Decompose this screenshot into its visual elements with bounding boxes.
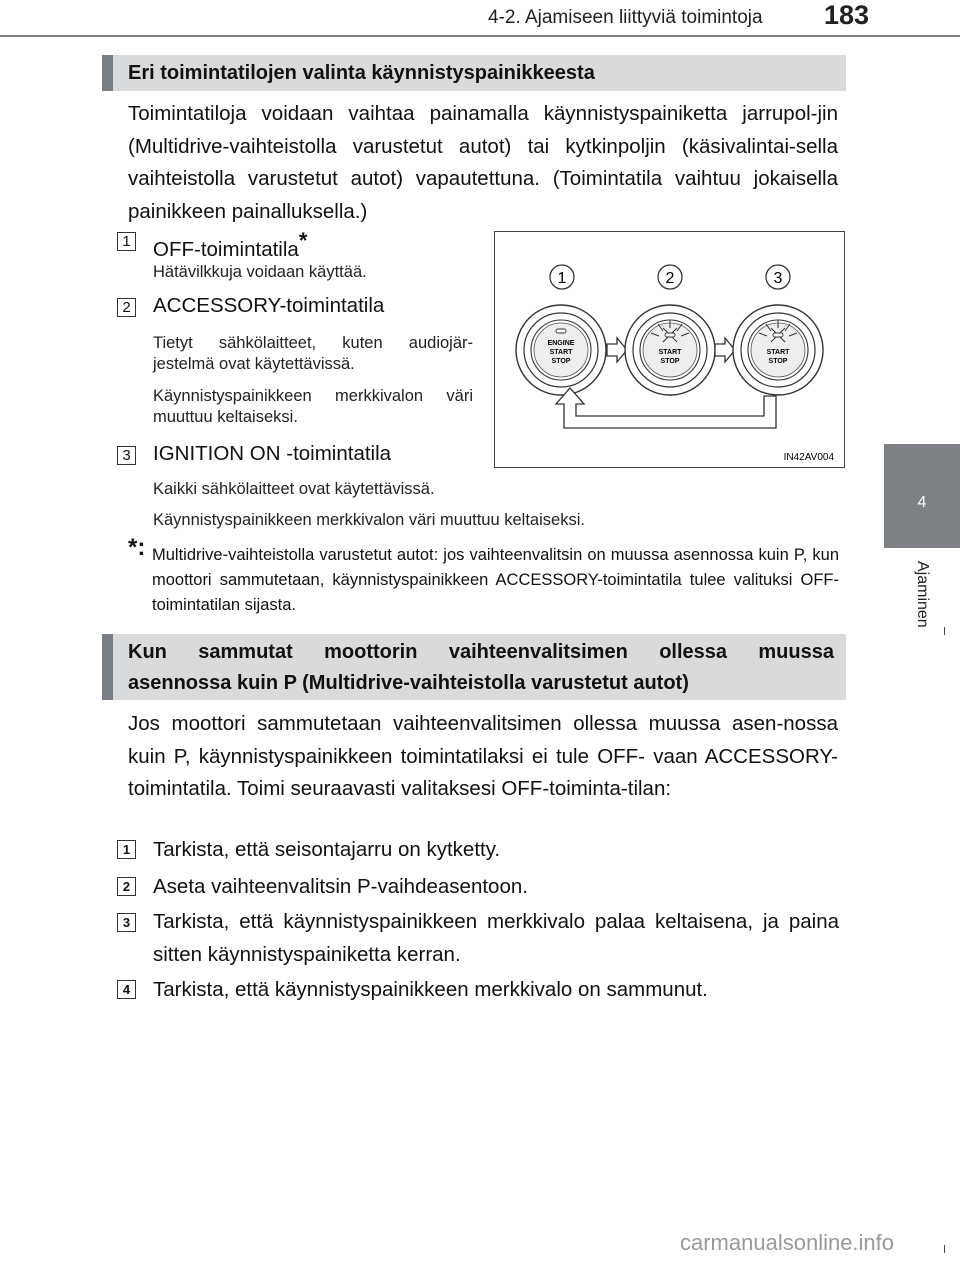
mode-description: Käynnistyspainikkeen merkkivalon väri muuttuu keltaiseksi. xyxy=(153,511,585,529)
mode-description: Hätävilkkuja voidaan käyttää. xyxy=(153,263,367,281)
watermark: carmanualsonline.info xyxy=(680,1230,895,1255)
arrow-right-icon xyxy=(715,338,735,362)
mode-title: OFF-toimintatila* xyxy=(153,228,308,261)
mode-description: Käynnistyspainikkeen merkkivalon väri muuttuu keltaiseksi. xyxy=(153,387,473,426)
svg-text:3: 3 xyxy=(773,270,783,287)
start-button-off xyxy=(516,305,606,395)
section-title-line1: Kun sammutat moottorin vaihteenvalitsimen ollessa muussa xyxy=(128,641,834,663)
margin-tick xyxy=(944,1245,945,1253)
figure-label-1 xyxy=(550,265,574,289)
figure-code: IN42AV004 xyxy=(783,452,834,463)
step-text: Aseta vaihteenvalitsin P-vaihdeasentoon. xyxy=(153,875,528,898)
start-button-diagram xyxy=(495,232,844,467)
footnote-text: Multidrive-vaihteistolla varustetut autot: jos vaihteenvalitsin on muussa asennossa kuin P, kun moottori sammutetaan, käynnistyspainikkeen ACCESSORY-toimintatila tulee valituksi OFF-toimintatilan sijasta. xyxy=(152,546,839,614)
header-divider xyxy=(0,35,960,37)
svg-text:STOP: STOP xyxy=(768,358,788,365)
margin-tick xyxy=(944,627,945,635)
mode-description: Tietyt sähkölaitteet, kuten audiojär- jestelmä ovat käytettävissä. xyxy=(153,334,473,373)
step-text: Tarkista, että käynnistyspainikkeen merkkivalo palaa keltaisena, ja paina sitten käynnistyspainiketta kerran. xyxy=(153,910,839,966)
chapter-number: 4 xyxy=(917,494,927,511)
step-number: 1 xyxy=(117,840,136,859)
step-number: 4 xyxy=(117,980,136,999)
asterisk-marker: * xyxy=(298,228,308,253)
svg-text:START: START xyxy=(766,349,790,356)
svg-text:2: 2 xyxy=(665,270,675,287)
mode-title: IGNITION ON -toimintatila xyxy=(153,442,392,465)
svg-text:STOP: STOP xyxy=(660,358,680,365)
arrow-right-icon xyxy=(607,338,627,362)
intro-paragraph: Toimintatiloja voidaan vaihtaa painamalla käynnistyspainiketta jarrupol-jin (Multidrive-vaihteistolla varustetut autot) tai kytkinpoljin (käsivalintai-sella vaihteistolla varustetut autot) vapautettuna. (Toimintatila vaihtuu jokaisella painikkeen painalluksella.) xyxy=(128,102,838,223)
svg-text:1: 1 xyxy=(557,270,567,287)
step-number: 3 xyxy=(117,913,136,932)
svg-text:STOP: STOP xyxy=(551,358,571,365)
mode-number: 2 xyxy=(117,298,136,317)
svg-text:START: START xyxy=(549,349,573,356)
chapter-label xyxy=(912,562,932,652)
section-title-line2: asennossa kuin P (Multidrive-vaihteistolla varustetut autot) xyxy=(128,672,689,694)
section-title: Eri toimintatilojen valinta käynnistyspainikkeesta xyxy=(128,62,595,84)
step-text: Tarkista, että seisontajarru on kytketty. xyxy=(153,838,501,861)
mode-title: ACCESSORY-toimintatila xyxy=(153,294,385,317)
page-number: 183 xyxy=(824,0,870,30)
start-button-ignition-on xyxy=(733,305,823,395)
mode-number: 3 xyxy=(117,446,136,465)
step-text: Tarkista, että käynnistyspainikkeen merkkivalo on sammunut. xyxy=(153,978,708,1001)
section-header xyxy=(102,634,846,700)
running-header: 4-2. Ajamiseen liittyviä toimintoja xyxy=(488,7,763,28)
start-button-figure xyxy=(494,231,845,468)
chapter-label-text: Ajaminen xyxy=(914,561,931,628)
start-button-accessory xyxy=(625,305,715,395)
figure-label-2 xyxy=(658,265,682,289)
figure-label-3 xyxy=(766,265,790,289)
footnote-marker: *: xyxy=(128,534,146,561)
chapter-tab xyxy=(884,444,960,548)
svg-text:START: START xyxy=(658,349,682,356)
section-header xyxy=(102,55,846,91)
mode-description: Kaikki sähkölaitteet ovat käytettävissä. xyxy=(153,480,435,498)
step-number: 2 xyxy=(117,877,136,896)
mode-number: 1 xyxy=(117,232,136,251)
intro-paragraph: Jos moottori sammutetaan vaihteenvalitsimen ollessa muussa asen-nossa kuin P, käynnistyspainikkeen toimintatilaksi ei tule OFF- vaan ACCESSORY-toimintatila. Toimi seuraavasti valitaksesi OFF-toiminta-tilan: xyxy=(128,712,838,800)
svg-text:ENGINE: ENGINE xyxy=(547,340,575,347)
